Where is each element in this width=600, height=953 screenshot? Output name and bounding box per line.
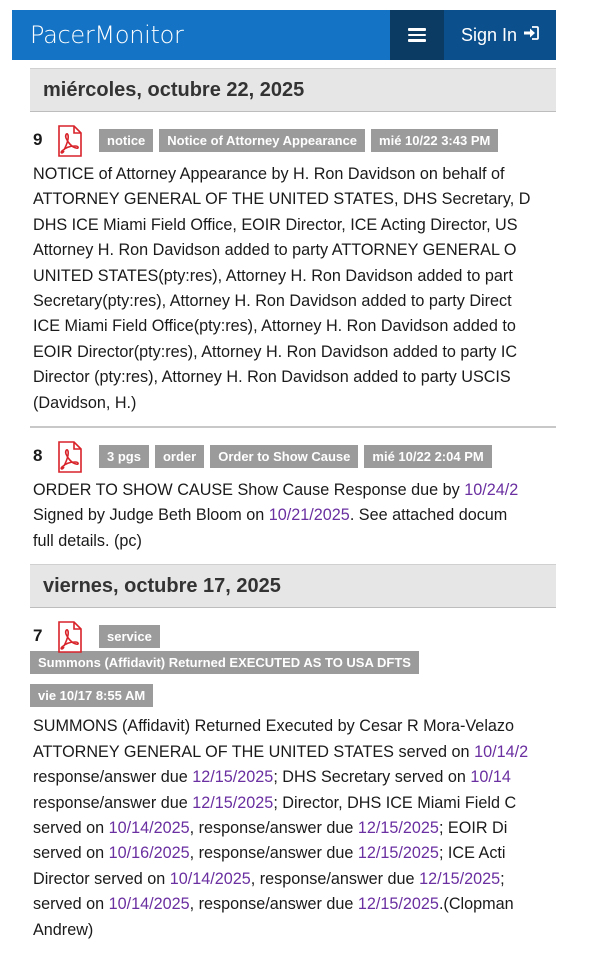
description-text: , response/answer due <box>189 895 358 914</box>
description-line <box>33 892 556 917</box>
docket-entry <box>30 112 556 428</box>
date-link[interactable]: 10/24/2 <box>464 481 519 500</box>
entry-tag[interactable]: 3 pgs <box>99 445 149 468</box>
description-text: Signed by Judge Beth Bloom on <box>33 506 269 525</box>
entry-tag[interactable]: mié 10/22 3:43 PM <box>371 129 498 152</box>
entry-tag[interactable]: vie 10/17 8:55 AM <box>30 684 153 707</box>
description-line <box>33 740 556 765</box>
docket-list <box>30 68 556 939</box>
date-link[interactable]: 10/16/2025 <box>108 844 190 863</box>
date-link[interactable]: 10/14/2 <box>474 742 529 761</box>
description-line <box>33 791 556 816</box>
description-line <box>33 816 556 841</box>
pdf-icon[interactable] <box>55 621 85 651</box>
date-link[interactable]: 12/15/2025 <box>419 869 501 888</box>
description-line <box>33 529 556 554</box>
entry-header <box>30 621 556 674</box>
date-link[interactable]: 12/15/2025 <box>357 818 439 837</box>
date-header: miércoles, octubre 22, 2025 <box>30 68 556 112</box>
description-text: Director (pty:res), Attorney H. Ron Davidson added to party USCIS <box>33 368 511 387</box>
description-line <box>33 391 556 416</box>
date-link[interactable]: 10/21/2025 <box>268 506 350 525</box>
description-line <box>33 867 556 892</box>
description-text: full details. (pc) <box>33 531 142 550</box>
pdf-icon[interactable] <box>55 441 85 471</box>
date-link[interactable]: 10/14/2025 <box>108 895 190 914</box>
description-text: , response/answer due <box>250 869 420 888</box>
entry-number[interactable]: 7 <box>33 626 43 646</box>
description-line <box>33 765 556 790</box>
description-line <box>33 503 556 528</box>
description-text: served on <box>33 895 109 914</box>
entry-tag[interactable]: Summons (Affidavit) Returned EXECUTED AS TO USA DFTS <box>30 651 419 674</box>
sign-in-icon <box>523 26 539 44</box>
description-text: .(Clopman <box>438 895 514 914</box>
description-text: Secretary(pty:res), Attorney H. Ron Davidson added to party Direct <box>33 292 512 311</box>
entry-description <box>30 162 556 426</box>
docket-entry <box>30 608 556 953</box>
date-link[interactable]: 12/15/2025 <box>192 768 274 787</box>
entry-tag[interactable]: mié 10/22 2:04 PM <box>364 445 491 468</box>
entry-description <box>30 478 556 564</box>
description-line <box>33 841 556 866</box>
description-line <box>33 238 556 263</box>
description-text: ; DHS Secretary served on <box>273 768 471 787</box>
description-line <box>33 314 556 339</box>
description-text: EOIR Director(pty:res), Attorney H. Ron Davidson added to party IC <box>33 342 518 361</box>
entry-tag[interactable]: notice <box>99 129 153 152</box>
description-text: served on <box>33 844 109 863</box>
description-text: (Davidson, H.) <box>33 393 137 412</box>
description-text: Attorney H. Ron Davidson added to party ATTORNEY GENERAL O <box>33 241 517 260</box>
description-line <box>33 714 556 739</box>
description-text: ; EOIR Di <box>438 818 508 837</box>
description-line <box>33 213 556 238</box>
description-line <box>33 365 556 390</box>
date-link[interactable]: 10/14 <box>470 768 511 787</box>
description-line <box>33 187 556 212</box>
entry-tag[interactable]: Order to Show Cause <box>210 445 358 468</box>
entry-tag[interactable]: order <box>155 445 204 468</box>
entry-header <box>30 125 556 155</box>
description-text: response/answer due <box>33 793 193 812</box>
date-link[interactable]: 12/15/2025 <box>357 895 439 914</box>
entry-header <box>30 441 556 471</box>
docket-entry <box>30 428 556 564</box>
sign-in-button[interactable] <box>444 10 556 60</box>
date-link[interactable]: 12/15/2025 <box>192 793 274 812</box>
entry-tag[interactable]: Notice of Attorney Appearance <box>159 129 365 152</box>
description-text: ATTORNEY GENERAL OF THE UNITED STATES served on <box>33 742 475 761</box>
description-line <box>33 289 556 314</box>
top-navbar <box>12 10 556 60</box>
entry-number[interactable]: 8 <box>33 446 43 466</box>
description-text: , response/answer due <box>189 844 358 863</box>
description-text: ; Director, DHS ICE Miami Field C <box>273 793 517 812</box>
description-text: ATTORNEY GENERAL OF THE UNITED STATES, DHS Secretary, D <box>33 190 531 209</box>
description-line <box>33 478 556 503</box>
description-text: response/answer due <box>33 768 193 787</box>
entry-tag[interactable]: service <box>99 625 160 648</box>
hamburger-icon <box>408 25 426 45</box>
description-text: UNITED STATES(pty:res), Attorney H. Ron Davidson added to part <box>33 266 513 285</box>
brand-logo[interactable]: PacerMonitor <box>30 21 184 49</box>
description-text: , response/answer due <box>189 818 358 837</box>
description-text: ICE Miami Field Office(pty:res), Attorney H. Ron Davidson added to <box>33 317 516 336</box>
description-text: ORDER TO SHOW CAUSE Show Cause Response due by <box>33 481 465 500</box>
entry-header-row2 <box>30 684 556 707</box>
entry-number[interactable]: 9 <box>33 130 43 149</box>
entry-description <box>30 714 556 953</box>
description-text: . See attached docum <box>349 506 508 525</box>
date-link[interactable]: 12/15/2025 <box>357 844 439 863</box>
description-text: ; ICE Acti <box>438 844 506 863</box>
date-link[interactable]: 10/14/2025 <box>108 818 190 837</box>
description-text: served on <box>33 818 109 837</box>
sign-in-label: Sign In <box>460 24 518 45</box>
description-line <box>33 264 556 289</box>
description-text: Andrew) <box>33 920 94 939</box>
description-text: DHS ICE Miami Field Office, EOIR Director, ICE Acting Director, US <box>33 215 518 234</box>
description-text: NOTICE of Attorney Appearance by H. Ron Davidson on behalf of <box>33 165 505 183</box>
description-line <box>33 340 556 365</box>
menu-button[interactable] <box>390 10 444 60</box>
description-text: Director served on <box>33 869 170 888</box>
description-text: SUMMONS (Affidavit) Returned Executed by Cesar R Mora-Velazo <box>33 717 515 736</box>
pdf-icon[interactable] <box>55 125 85 155</box>
date-header: viernes, octubre 17, 2025 <box>30 564 556 608</box>
description-line <box>33 162 556 187</box>
description-line <box>33 918 556 943</box>
date-link[interactable]: 10/14/2025 <box>169 869 251 888</box>
description-text: ; <box>500 869 505 888</box>
